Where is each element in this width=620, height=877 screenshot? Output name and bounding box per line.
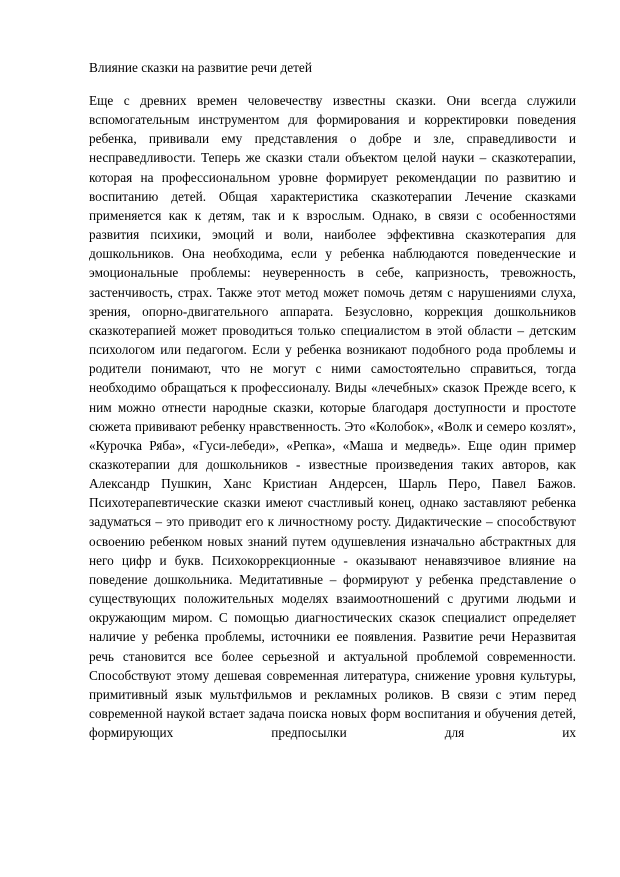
document-body-text: Еще с древних времен человечеству известны сказки. Они всегда служили вспомогательным инструментом для формирования и корректировки поведения ребенка, прививали ему представления о добре и зле, справедливости и несправедливости. Теперь же сказки стали объектом целой науки – сказкотерапии, которая на профессиональном уровне формирует рекомендации по развитию и воспитанию детей. Общая характеристика сказкотерапии Лечение сказками применяется как к детям, так и к взрослым. Однако, в связи с особенностями развития психики, эмоций и воли, наиболее эффективна сказкотерапия для дошкольников. Она необходима, если у ребенка наблюдаются поведенческие и эмоциональные проблемы: неуверенность в себе, капризность, тревожность, застенчивость, страх. Также этот метод может помочь детям с нарушениями слуха, зрения, опорно-двигательного аппарата. Безусловно, коррекция дошкольников сказкотерапией может проводиться только специалистом в этой области – детским психологом или педагогом. Если у ребенка возникают подобного рода проблемы и родители понимают, что не могут с ними самостоятельно справиться, тогда необходимо обращаться к профессионалу. Виды «лечебных» сказок Прежде всего, к ним можно отнести народные сказки, которые благодаря доступности и простоте сюжета прививают ребенку нравственность. Это «Колобок», «Волк и семеро козлят», «Курочка Ряба», «Гуси-лебеди», «Репка», «Маша и медведь». Еще один пример сказкотерапии для дошкольников - известные произведения таких авторов, как Александр Пушкин, Ханс Кристиан Андерсен, Шарль Перо, Павел Бажов. Психотерапевтические сказки имеют счастливый конец, однако заставляют ребенка задуматься – это приводит его к личностному росту. Дидактические – способствуют освоению ребенком новых знаний путем одушевления изначально абстрактных для него цифр и букв. Психокоррекционные - оказывают ненавязчивое влияние на поведение дошкольника. Медитативные – формируют у ребенка представление о существующих положительных моделях взаимоотношений с другими людьми и окружающим миром. С помощью диагностических сказок специалист определяет наличие у ребенка проблемы, источники ее появления. Развитие речи Неразвитая речь становится все более серьезной и актуальной проблемой современности. Способствуют этому дешевая современная литература, снижение уровня культуры, примитивный язык мультфильмов и рекламных роликов. В связи с этим перед современной наукой встает задача поиска новых форм воспитания и обучения детей, формирующих предпосылки для их: [89, 93, 576, 741]
document-title: Влияние сказки на развитие речи детей: [89, 60, 312, 75]
